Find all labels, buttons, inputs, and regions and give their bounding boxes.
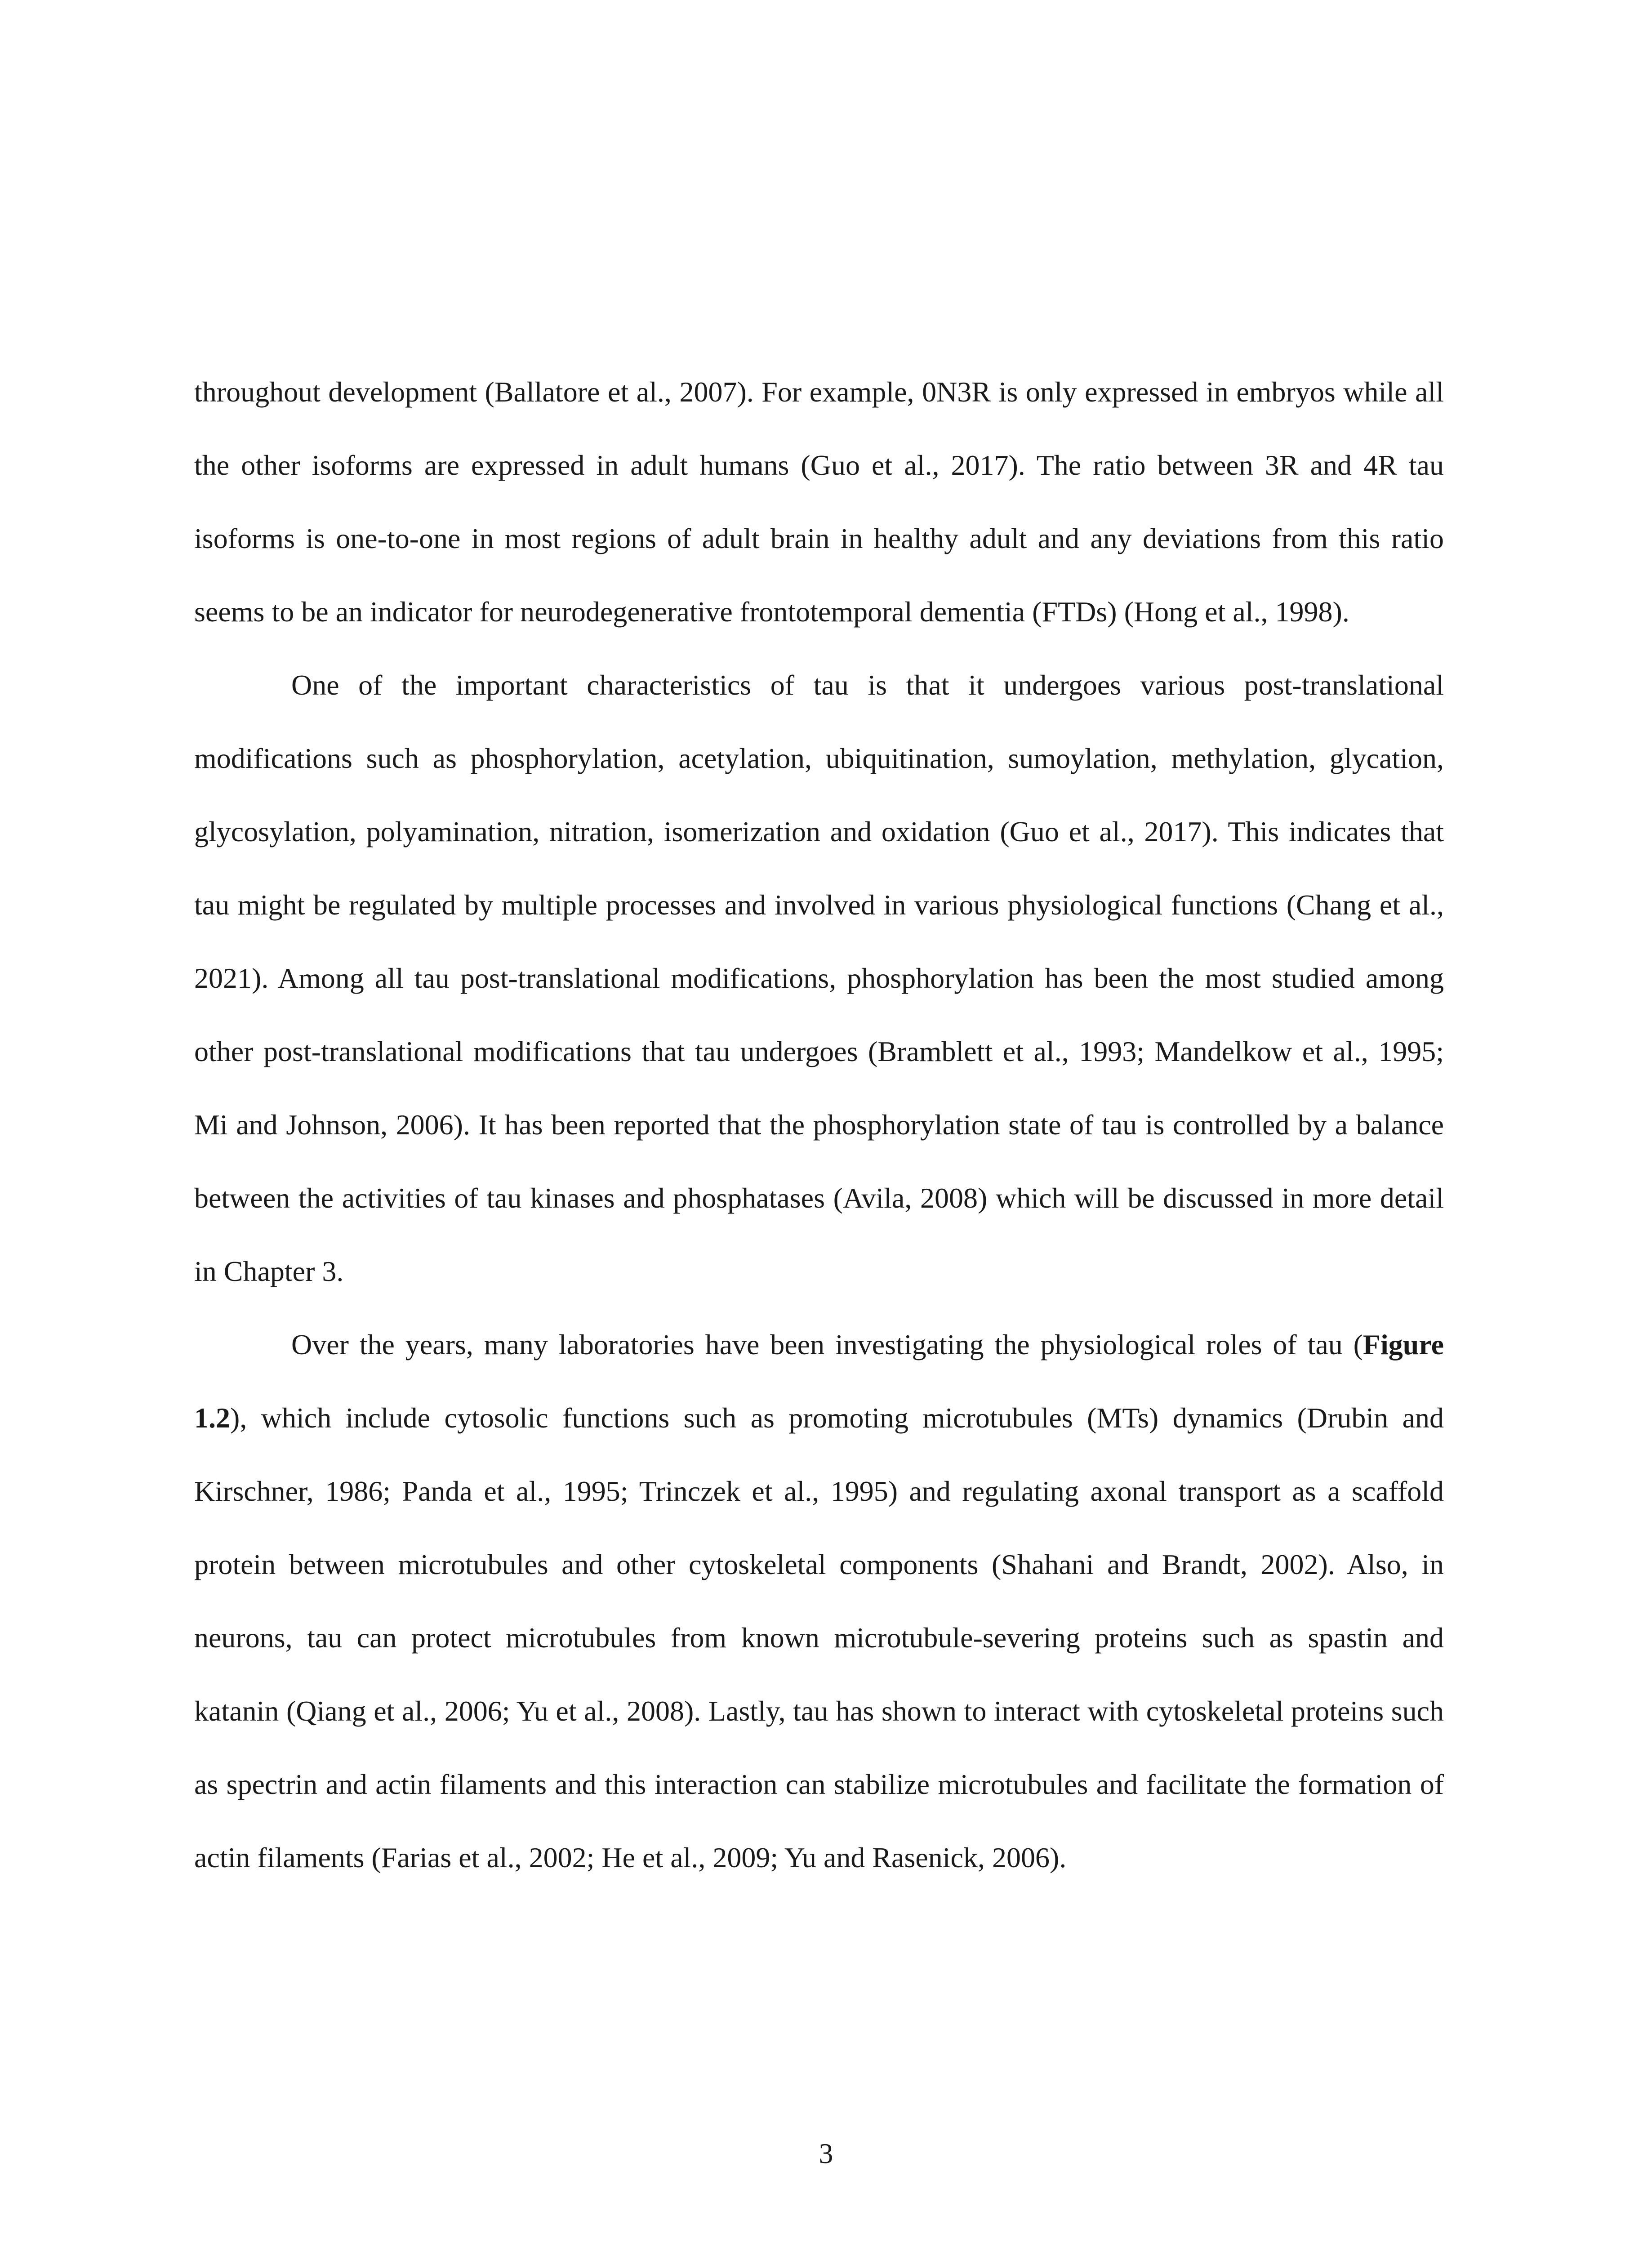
paragraph-1: throughout development (Ballatore et al., 2007). For example, 0N3R is only expressed in embryos while all the other isoforms are expressed in adult humans (Guo et al., 2017). The ratio between 3R and 4R tau isoforms is one-to-one in most regions of adult brain in healthy adult and any deviations from this ratio seems to be an indicator for neurodegenerative frontotemporal dementia (FTDs) (Hong et al., 1998). <box>194 376 1444 628</box>
figure-reference: Figure 1.2 <box>194 1329 1444 1434</box>
body-text <box>194 355 1444 1894</box>
paragraph-3-text-end: ), which include cytosolic functions such as promoting microtubules (MTs) dynamics (Drubin and Kirschner, 1986; Panda et al., 1995; Trinczek et al., 1995) and regulating axonal transport as a scaffold protein between microtubules and other cytoskeletal components (Shahani and Brandt, 2002). Also, in neurons, tau can protect microtubules from known microtubule-severing proteins such as spastin and katanin (Qiang et al., 2006; Yu et al., 2008). Lastly, tau has shown to interact with cytoskeletal proteins such as spectrin and actin filaments and this interaction can stabilize microtubules and facilitate the formation of actin filaments (Farias et al., 2002; He et al., 2009; Yu and Rasenick, 2006). <box>194 1402 1444 1873</box>
paragraph-3 <box>194 1308 1444 1894</box>
paragraph-3-text-start: Over the years, many laboratories have been investigating the physiological roles of tau ( <box>291 1329 1363 1360</box>
page-number: 3 <box>819 2137 833 2169</box>
paragraph-2: One of the important characteristics of tau is that it undergoes various post-translational modifications such as phosphorylation, acetylation, ubiquitination, sumoylation, methylation, glycation, glycosylation, polyamination, nitration, isomerization and oxidation (Guo et al., 2017). This indicates that tau might be regulated by multiple processes and involved in various physiological functions (Chang et al., 2021). Among all tau post-translational modifications, phosphorylation has been the most studied among other post-translational modifications that tau undergoes (Bramblett et al., 1993; Mandelkow et al., 1995; Mi and Johnson, 2006). It has been reported that the phosphorylation state of tau is controlled by a balance between the activities of tau kinases and phosphatases (Avila, 2008) which will be discussed in more detail in Chapter 3. <box>194 669 1444 1287</box>
